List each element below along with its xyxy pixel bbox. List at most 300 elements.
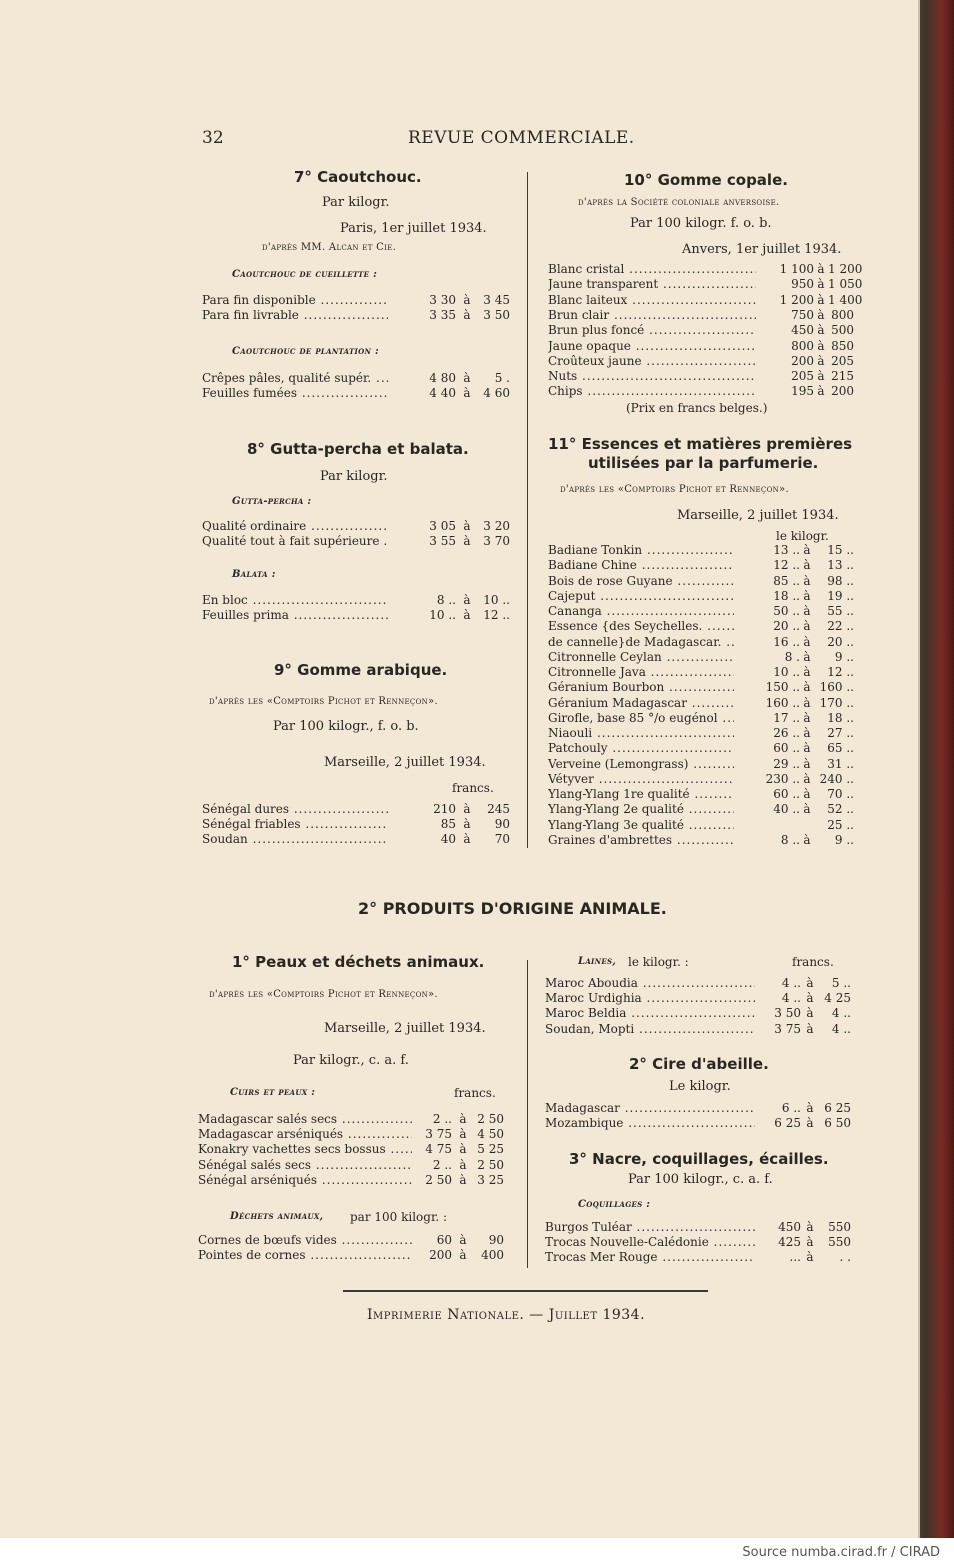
item-name: Maroc Urdighia ..... <box>545 991 755 1006</box>
price-low: 12 .. <box>773 558 800 573</box>
price-row <box>548 262 863 277</box>
peaux-cat2: Déchets animaux, <box>230 1211 324 1222</box>
price-low: 3 75 <box>425 1127 452 1142</box>
price-sep: à <box>803 649 811 664</box>
price-low: 160 .. <box>765 695 800 710</box>
price-high: 160 .. <box>819 680 854 695</box>
price-high: 13 .. <box>827 558 854 573</box>
price-row <box>202 371 510 386</box>
gutta-title: 8° Gutta-percha et balata. <box>247 440 469 458</box>
caoutchouc-cat1: Caoutchouc de cueillette : <box>232 269 378 280</box>
price-sep: à <box>459 1172 467 1187</box>
price-row <box>545 1220 853 1235</box>
item-name: Konakry vachettes secs bossus ..... <box>198 1142 412 1157</box>
price-sep: à <box>803 680 811 695</box>
price-low: 13 .. <box>773 543 800 557</box>
price-high: 22 .. <box>827 619 854 634</box>
price-sep: à <box>817 338 825 353</box>
gutta-unit: Par kilogr. <box>320 469 388 484</box>
price-high: 52 .. <box>827 802 854 817</box>
cire-title: 2° Cire d'abeille. <box>629 1055 769 1073</box>
price-sep: à <box>459 1248 467 1263</box>
source-credit: Source numba.cirad.fr / CIRAD <box>742 1545 940 1560</box>
gomme-arabique-title: 9° Gomme arabique. <box>274 661 448 679</box>
price-high: 500 <box>831 323 854 338</box>
price-low: 450 <box>791 323 814 338</box>
price-row <box>548 772 856 787</box>
item-name: Sénégal friables ..... <box>202 817 388 832</box>
item-name: Vétyver ..... <box>548 772 734 787</box>
gutta-cat2: Balata : <box>232 569 276 580</box>
price-sep: à <box>459 1127 467 1142</box>
price-high: 1 200 <box>828 262 863 276</box>
price-high: 90 <box>488 1233 504 1247</box>
price-low: 50 .. <box>773 604 800 618</box>
item-name: Maroc Beldia ..... <box>545 1006 755 1021</box>
price-low: 3 55 <box>429 534 456 548</box>
price-low: 60 <box>436 1233 452 1247</box>
price-high: 3 20 <box>483 519 510 533</box>
gutta-cat1: Gutta-percha : <box>232 496 312 507</box>
item-name: Madagascar salés secs ..... <box>198 1112 412 1127</box>
price-row <box>545 1006 853 1021</box>
price-high: 550 <box>828 1235 851 1250</box>
price-high: 2 50 <box>477 1157 504 1172</box>
price-sep: à <box>817 323 825 338</box>
running-title: REVUE COMMERCIALE. <box>408 128 635 148</box>
price-low: 4 75 <box>425 1142 452 1157</box>
price-low: 4 40 <box>429 386 456 400</box>
price-row <box>545 1250 853 1265</box>
price-high: 200 <box>831 384 854 399</box>
laines-col: francs. <box>792 955 834 969</box>
item-name: Burgos Tuléar ..... <box>545 1220 755 1235</box>
price-row <box>548 711 856 726</box>
item-name: Soudan, Mopti ..... <box>545 1022 755 1037</box>
price-row <box>202 519 510 534</box>
item-name: Cajeput ..... <box>548 589 734 604</box>
price-low: 10 .. <box>773 665 800 679</box>
price-high: 1 050 <box>828 277 863 292</box>
price-high: 5 .. <box>831 976 851 990</box>
price-high: 850 <box>831 338 854 353</box>
price-sep: à <box>459 1233 467 1247</box>
gomme-copale-note: (Prix en francs belges.) <box>626 401 768 415</box>
price-sep: à <box>803 832 811 847</box>
price-sep: à <box>463 293 471 307</box>
price-sep: à <box>459 1112 467 1126</box>
item-name: Cornes de bœufs vides ..... <box>198 1233 412 1248</box>
price-high: 6 25 <box>824 1101 851 1115</box>
price-high: 240 .. <box>819 771 854 786</box>
price-sep: à <box>803 695 811 710</box>
caoutchouc-cat2: Caoutchouc de plantation : <box>232 346 379 357</box>
peaux-cat2-suffix: par 100 kilogr. : <box>350 1210 448 1224</box>
gomme-arabique-source: d'après les «Comptoirs Pichot et Renneçon». <box>209 696 438 707</box>
price-sep: à <box>463 608 471 622</box>
price-high: 4 25 <box>824 991 851 1006</box>
price-row <box>548 369 856 384</box>
price-sep: à <box>817 262 825 276</box>
price-sep: à <box>806 1235 814 1250</box>
price-row <box>548 574 856 589</box>
price-low: 200 <box>429 1248 452 1263</box>
price-low: ... <box>789 1250 801 1265</box>
item-name: Citronnelle Ceylan ..... <box>548 650 734 665</box>
price-row <box>545 1116 853 1131</box>
imprint-footer: Imprimerie Nationale. — Juillet 1934. <box>367 1307 646 1323</box>
price-high: 12 .. <box>483 608 510 622</box>
price-high: 400 <box>481 1248 504 1263</box>
price-row <box>202 386 510 401</box>
item-name: Crêpes pâles, qualité supér. ..... <box>202 371 388 386</box>
price-sep: à <box>803 726 811 740</box>
item-name: Para fin disponible ..... <box>202 293 388 308</box>
laines-cat: Laines, <box>578 956 617 967</box>
nacre-cat: Coquillages : <box>578 1199 651 1210</box>
price-sep: à <box>803 802 811 817</box>
price-low: 2 .. <box>432 1112 452 1126</box>
price-sep: à <box>806 1021 814 1036</box>
essences-source: d'après les «Comptoirs Pichot et Renneçon». <box>560 484 789 495</box>
price-sep: à <box>463 534 471 548</box>
price-row <box>545 1022 853 1037</box>
price-sep: à <box>803 619 811 634</box>
item-name: Géranium Bourbon ..... <box>548 680 734 695</box>
item-name: Badiane Chine ..... <box>548 558 734 573</box>
price-row <box>548 543 856 558</box>
footer-rule <box>343 1290 708 1292</box>
column-divider-bottom <box>527 960 528 1268</box>
price-sep: à <box>803 558 811 573</box>
item-name: Soudan ..... <box>202 832 388 847</box>
item-name: Trocas Nouvelle-Calédonie ..... <box>545 1235 755 1250</box>
price-low: 6 .. <box>781 1101 801 1115</box>
peaux-unit: Par kilogr., c. a. f. <box>293 1053 409 1068</box>
price-row <box>548 726 856 741</box>
item-name: Citronnelle Java ..... <box>548 665 734 680</box>
price-high: 55 .. <box>827 604 854 618</box>
price-low: 26 .. <box>773 726 800 740</box>
price-row <box>548 292 863 308</box>
price-row <box>548 558 856 573</box>
price-high: 20 .. <box>827 634 854 649</box>
laines-cat-suffix: le kilogr. : <box>628 955 689 969</box>
gomme-copale-source: d'après la Société coloniale anversoise. <box>578 197 780 208</box>
price-row <box>548 308 856 323</box>
item-name: Graines d'ambrettes ..... <box>548 833 734 848</box>
price-row <box>202 832 510 847</box>
item-name: Ylang-Ylang 1re qualité ..... <box>548 787 734 802</box>
price-row <box>202 593 510 608</box>
item-name: Girofle, base 85 °/o eugénol ..... <box>548 711 734 726</box>
price-high: 205 <box>831 353 854 368</box>
price-high: 3 70 <box>483 534 510 548</box>
price-low: 2 50 <box>425 1172 452 1187</box>
price-low: 950 <box>791 277 814 292</box>
price-low: 195 <box>791 384 814 399</box>
caoutchouc-date: Paris, 1er juillet 1934. <box>340 221 487 236</box>
price-low: 40 .. <box>773 802 800 817</box>
item-name: Chips ..... <box>548 384 756 399</box>
price-row <box>545 1101 853 1116</box>
price-high: . . <box>839 1250 851 1265</box>
price-row <box>548 354 856 369</box>
price-high: 9 .. <box>834 649 854 664</box>
price-high: 27 .. <box>827 726 854 740</box>
price-low: 85 .. <box>773 573 800 588</box>
price-sep: à <box>817 369 825 384</box>
essences-date: Marseille, 2 juillet 1934. <box>677 508 839 523</box>
price-high: 10 .. <box>483 593 510 607</box>
price-row <box>548 680 856 695</box>
peaux-title: 1° Peaux et déchets animaux. <box>232 953 485 971</box>
item-name: Niaouli ..... <box>548 726 734 741</box>
price-low: 3 50 <box>774 1006 801 1021</box>
price-high: 65 .. <box>827 741 854 756</box>
price-low: 3 30 <box>429 293 456 307</box>
price-sep: à <box>459 1157 467 1172</box>
price-row <box>548 665 856 680</box>
price-low: 3 35 <box>429 308 456 322</box>
price-low: 10 .. <box>429 608 456 622</box>
price-row <box>548 323 856 338</box>
price-high: 3 25 <box>477 1172 504 1187</box>
price-high: 12 .. <box>827 665 854 679</box>
price-low: 20 .. <box>773 619 800 634</box>
gomme-copale-date: Anvers, 1er juillet 1934. <box>682 242 842 257</box>
item-name: Jaune transparent ..... <box>548 277 756 292</box>
price-low: 200 <box>791 353 814 368</box>
item-name: Para fin livrable ..... <box>202 308 388 323</box>
price-sep: à <box>806 1006 814 1021</box>
item-name: Verveine (Lemongrass) ..... <box>548 757 734 772</box>
item-name: Bois de rose Guyane ..... <box>548 574 734 589</box>
gomme-copale-unit: Par 100 kilogr. f. o. b. <box>630 216 772 231</box>
caoutchouc-unit: Par kilogr. <box>322 195 390 210</box>
item-name: Sénégal salés secs ..... <box>198 1158 412 1173</box>
price-high: 245 <box>487 802 510 816</box>
item-name: Nuts ..... <box>548 369 756 384</box>
price-sep: à <box>803 573 811 588</box>
price-low: 800 <box>791 338 814 353</box>
item-name: Feuilles prima ..... <box>202 608 388 623</box>
price-sep: à <box>463 519 471 533</box>
price-low: 60 .. <box>773 741 800 756</box>
price-sep: à <box>817 384 825 399</box>
price-row <box>198 1127 508 1142</box>
price-row <box>548 741 856 756</box>
essences-title-1: 11° Essences et matières premières <box>548 435 853 453</box>
price-low: 450 <box>778 1220 801 1234</box>
price-low: 60 .. <box>773 787 800 801</box>
price-sep: à <box>463 832 471 846</box>
price-sep: à <box>803 588 811 603</box>
price-row <box>198 1248 508 1263</box>
price-row <box>548 339 856 354</box>
price-high: 800 <box>831 307 854 322</box>
price-row <box>548 818 856 833</box>
peaux-date: Marseille, 2 juillet 1934. <box>324 1021 486 1036</box>
price-low: 4 .. <box>781 976 801 990</box>
item-name: Badiane Tonkin ..... <box>548 543 734 558</box>
animal-heading: 2° PRODUITS D'ORIGINE ANIMALE. <box>358 899 667 918</box>
price-row <box>548 384 856 399</box>
item-name: Patchouly ..... <box>548 741 734 756</box>
item-name: Brun clair ..... <box>548 308 756 323</box>
price-high: 4 60 <box>483 386 510 400</box>
peaux-cat1: Cuirs et peaux : <box>230 1087 316 1098</box>
price-sep: à <box>803 634 811 649</box>
peaux-col: francs. <box>454 1086 496 1100</box>
price-sep: à <box>803 787 811 801</box>
caoutchouc-source: d'après MM. Alcan et Cie. <box>262 242 397 253</box>
item-name: Feuilles fumées ..... <box>202 386 388 401</box>
price-row <box>545 1235 853 1250</box>
price-sep: à <box>463 386 471 400</box>
price-high: 98 .. <box>827 573 854 588</box>
price-sep: à <box>803 710 811 725</box>
price-high: 15 .. <box>827 543 854 557</box>
nacre-title: 3° Nacre, coquillages, écailles. <box>569 1150 829 1168</box>
price-low: 18 .. <box>773 588 800 603</box>
price-sep: à <box>463 802 471 816</box>
price-row <box>202 534 510 549</box>
price-row <box>202 308 510 323</box>
item-name: Qualité ordinaire ..... <box>202 519 388 534</box>
price-high: 25 .. <box>827 817 854 832</box>
cire-unit: Le kilogr. <box>669 1079 731 1094</box>
price-low: 425 <box>778 1235 801 1250</box>
price-high: 4 .. <box>831 1021 851 1036</box>
price-row <box>545 991 853 1006</box>
price-row <box>548 802 856 817</box>
price-high: 19 .. <box>827 588 854 603</box>
price-row <box>548 696 856 711</box>
price-low: 2 .. <box>432 1157 452 1172</box>
column-divider-top <box>527 172 528 848</box>
price-row <box>548 277 863 292</box>
price-low: 205 <box>791 369 814 384</box>
price-row <box>548 635 856 650</box>
price-row <box>548 650 856 665</box>
price-low: 6 25 <box>774 1116 801 1131</box>
price-sep: à <box>463 308 471 322</box>
price-high: 9 .. <box>834 832 854 847</box>
price-sep: à <box>817 292 825 307</box>
price-row <box>202 802 510 817</box>
price-row <box>202 293 510 308</box>
item-name: En bloc ..... <box>202 593 388 608</box>
price-low: 40 <box>440 832 456 846</box>
price-high: 5 . <box>494 371 510 385</box>
price-high: 31 .. <box>827 756 854 771</box>
item-name: Sénégal arséniqués ..... <box>198 1173 412 1188</box>
price-high: 5 25 <box>477 1142 504 1157</box>
price-low: 8 . <box>784 649 800 664</box>
price-low: 1 200 <box>779 292 814 307</box>
price-low: 8 .. <box>780 832 800 847</box>
price-high: 2 50 <box>477 1112 504 1126</box>
price-row <box>202 817 510 832</box>
price-row <box>202 608 510 623</box>
price-sep: à <box>806 976 814 990</box>
price-high: 1 400 <box>828 292 863 307</box>
item-name: Ylang-Ylang 3e qualité ..... <box>548 818 734 833</box>
price-sep: à <box>803 604 811 618</box>
page-number: 32 <box>202 128 224 148</box>
price-sep: à <box>803 771 811 786</box>
price-high: 170 .. <box>819 695 854 710</box>
item-name: Jaune opaque ..... <box>548 339 756 354</box>
item-name: Madagascar arséniqués ..... <box>198 1127 412 1142</box>
item-name: Blanc laiteux ..... <box>548 293 756 308</box>
price-row <box>548 619 856 634</box>
essences-title-2: utilisées par la parfumerie. <box>588 454 819 472</box>
item-name: de cannelle}de Madagascar. ..... <box>548 635 734 650</box>
item-name: Trocas Mer Rouge ..... <box>545 1250 755 1265</box>
price-sep: à <box>806 1116 814 1131</box>
price-row <box>548 589 856 604</box>
price-row <box>198 1142 508 1157</box>
gomme-arabique-col: francs. <box>452 781 494 795</box>
price-row <box>548 757 856 772</box>
gomme-arabique-unit: Par 100 kilogr., f. o. b. <box>273 719 419 734</box>
gomme-arabique-date: Marseille, 2 juillet 1934. <box>324 755 486 770</box>
price-high: 70 <box>494 832 510 846</box>
price-sep: à <box>803 756 811 771</box>
price-low: 8 .. <box>436 593 456 607</box>
price-high: 18 .. <box>827 710 854 725</box>
item-name: Blanc cristal ..... <box>548 262 756 277</box>
price-low: 1 100 <box>779 262 814 276</box>
price-sep: à <box>463 817 471 831</box>
price-low: 4 80 <box>429 371 456 385</box>
price-sep: à <box>817 277 825 292</box>
essences-col: le kilogr. <box>776 529 829 543</box>
peaux-source: d'après les «Comptoirs Pichot et Renneçon». <box>209 989 438 1000</box>
price-row <box>548 604 856 619</box>
item-name: Essence {des Seychelles. ..... <box>548 619 734 634</box>
price-sep: à <box>463 593 471 607</box>
gomme-copale-title: 10° Gomme copale. <box>624 171 788 189</box>
item-name: Cananga ..... <box>548 604 734 619</box>
price-row <box>198 1112 508 1127</box>
price-low: 29 .. <box>773 756 800 771</box>
item-name: Qualité tout à fait supérieure . ..... <box>202 534 388 549</box>
price-high: 215 <box>831 369 854 384</box>
price-sep: à <box>806 1220 814 1234</box>
price-low: 4 .. <box>781 991 801 1006</box>
price-sep: à <box>806 1101 814 1115</box>
price-sep: à <box>803 543 811 557</box>
item-name: Sénégal dures ..... <box>202 802 388 817</box>
price-high: 550 <box>828 1220 851 1234</box>
price-sep: à <box>806 991 814 1006</box>
price-row <box>548 833 856 848</box>
item-name: Maroc Aboudia ..... <box>545 976 755 991</box>
item-name: Ylang-Ylang 2e qualité ..... <box>548 802 734 817</box>
price-high: 3 50 <box>483 308 510 322</box>
price-sep: à <box>463 371 471 385</box>
price-row <box>545 976 853 991</box>
item-name: Brun plus foncé ..... <box>548 323 756 338</box>
item-name: Géranium Madagascar ..... <box>548 696 734 711</box>
item-name: Madagascar ..... <box>545 1101 755 1116</box>
price-low: 150 .. <box>765 680 800 695</box>
price-low: 17 .. <box>773 710 800 725</box>
price-low: 230 .. <box>765 771 800 786</box>
